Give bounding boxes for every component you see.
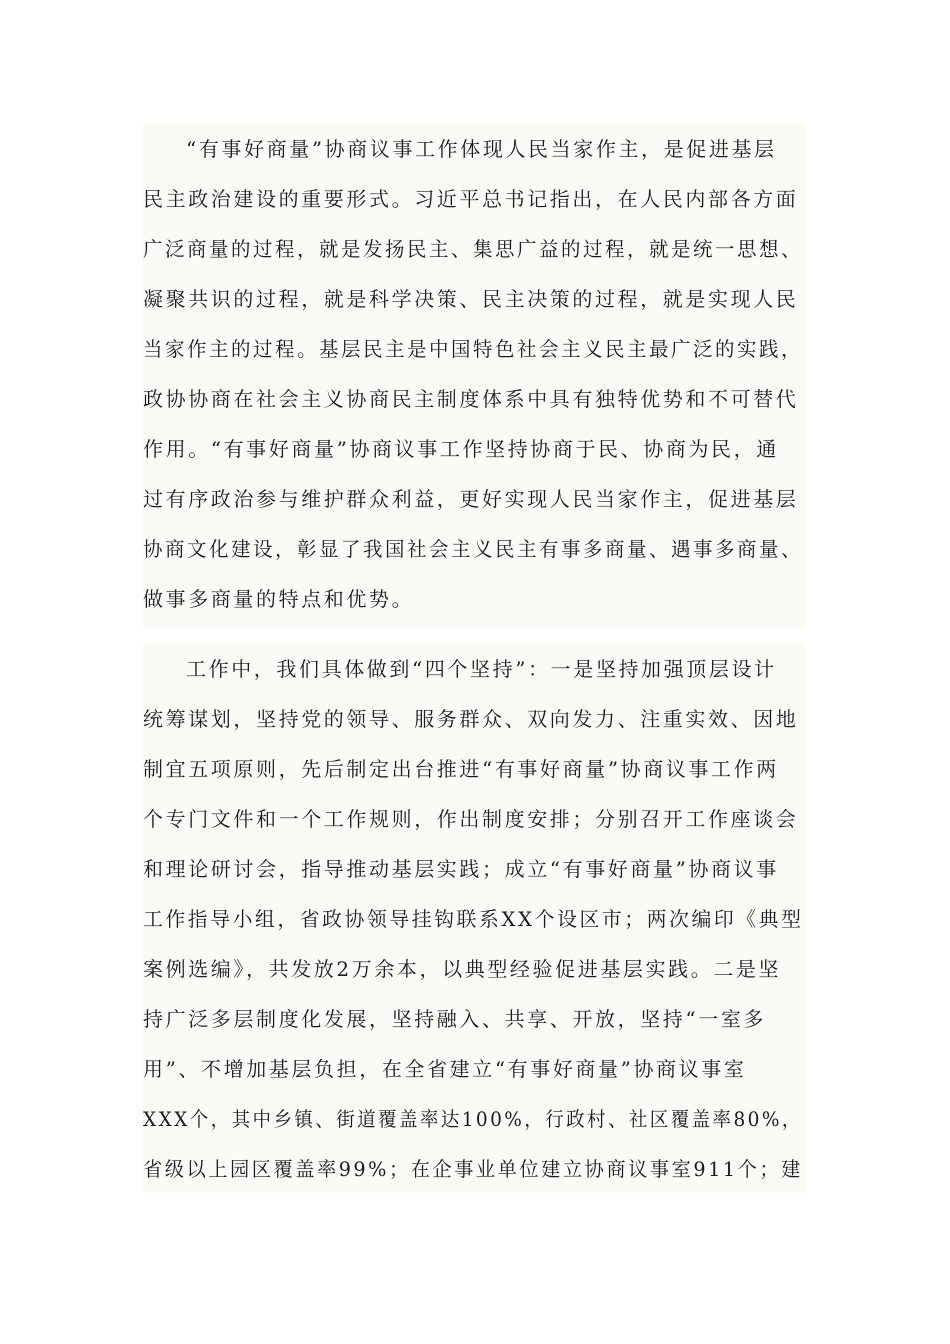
paragraph-line: 和理论研讨会，指导推动基层实践；成立“有事好商量”协商议事 [143, 857, 779, 881]
paragraph-line: 统筹谋划，坚持党的领导、服务群众、双向发力、注重实效、因地 [143, 707, 799, 731]
paragraph-line: 省级以上园区覆盖率99%；在企事业单位建立协商议事室911个；建 [143, 1157, 803, 1181]
paragraph-line: 过有序政治参与维护群众利益，更好实现人民当家作主，促进基层 [143, 487, 799, 511]
paragraph-1 [143, 123, 805, 628]
paragraph-line: 工作指导小组，省政协领导挂钩联系XX个设区市；两次编印《典型 [143, 907, 804, 931]
paragraph-line: 工作中，我们具体做到“四个坚持”：一是坚持加强顶层设计 [186, 657, 777, 681]
paragraph-line: 当家作主的过程。基层民主是中国特色社会主义民主最广泛的实践， [143, 337, 803, 361]
paragraph-line: 做事多商量的特点和优势。 [143, 587, 415, 611]
paragraph-line: 作用。“有事好商量”协商议事工作坚持协商于民、协商为民，通 [143, 437, 779, 461]
paragraph-line: XXX个，其中乡镇、街道覆盖率达100%，行政村、社区覆盖率80%， [143, 1107, 803, 1131]
paragraph-2 [143, 643, 805, 1193]
paragraph-line: “有事好商量”协商议事工作体现人民当家作主，是促进基层 [186, 137, 777, 161]
paragraph-line: 民主政治建设的重要形式。习近平总书记指出，在人民内部各方面 [143, 187, 799, 211]
paragraph-line: 案例选编》，共发放2万余本，以典型经验促进基层实践。二是坚 [143, 957, 782, 981]
paragraph-line: 协商文化建设，彰显了我国社会主义民主有事多商量、遇事多商量、 [143, 537, 803, 561]
paragraph-line: 持广泛多层制度化发展，坚持融入、共享、开放，坚持“一室多 [143, 1007, 767, 1031]
paragraph-line: 广泛商量的过程，就是发扬民主、集思广益的过程，就是统一思想、 [143, 237, 803, 261]
paragraph-line: 政协协商在社会主义协商民主制度体系中具有独特优势和不可替代 [143, 387, 799, 411]
paragraph-line: 制宜五项原则，先后制定出台推进“有事好商量”协商议事工作两 [143, 757, 779, 781]
paragraph-line: 用”、不增加基层负担，在全省建立“有事好商量”协商议事室 [143, 1057, 747, 1081]
paragraph-line: 凝聚共识的过程，就是科学决策、民主决策的过程，就是实现人民 [143, 287, 799, 311]
paragraph-line: 个专门文件和一个工作规则，作出制度安排；分别召开工作座谈会 [143, 807, 799, 831]
